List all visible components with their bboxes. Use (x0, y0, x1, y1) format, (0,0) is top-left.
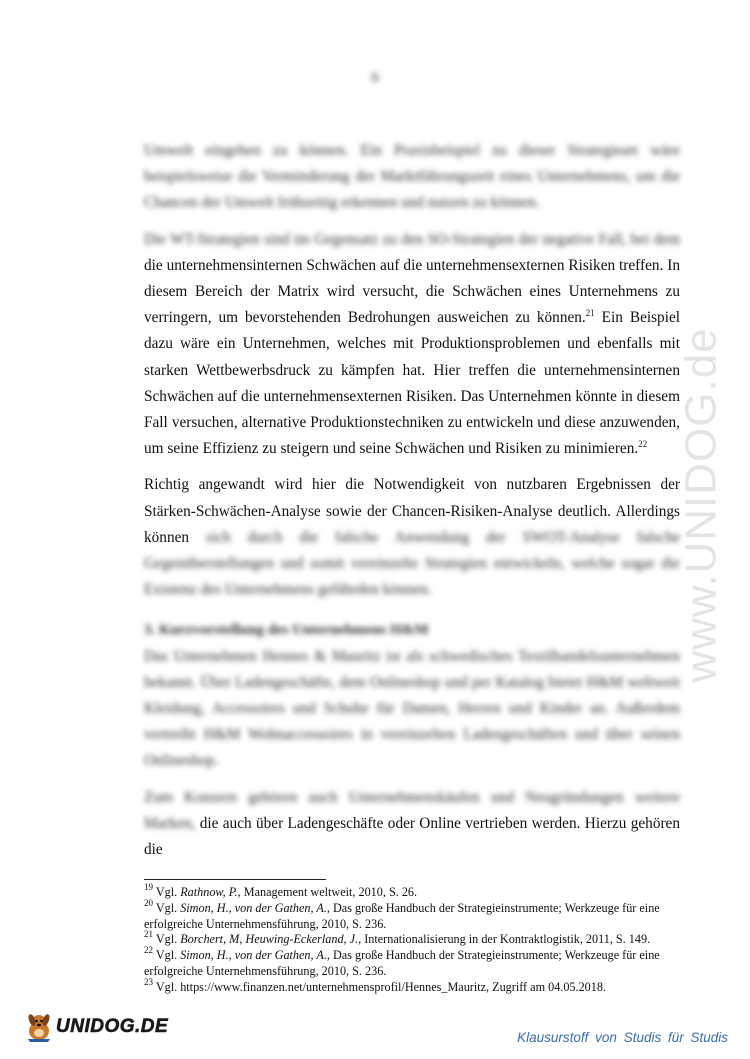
footnote-text: , Management weltweit, 2010, S. 26. (237, 885, 418, 899)
paragraph-brands (144, 785, 680, 864)
footnote-number: 19 (144, 882, 153, 892)
footnote-number: 21 (144, 929, 153, 940)
blurred-text: Zum Konzern gehören auch Unternehmenskäufen und Neugründungen weitere Marken, (144, 788, 680, 832)
footnotes (144, 882, 684, 996)
footnote-text: Vgl. https://www.finanzen.net/unternehmensprofil/Hennes_Mauritz, Zugriff am 04.05.2018. (155, 979, 606, 994)
blurred-text: sich durch die falsche Anwendung der SWOT-Analyse falsche Gegenüberstellungen und somit vereinzelte Strategien entwickeln, welche sogar die Existenz des Unternehmens gefährden können. (144, 528, 681, 599)
paragraph-company-intro (144, 644, 680, 775)
footnote-text: , Das große Handbuch der Strategieinstrumente; Werkzeuge für eine erfolgreiche Unternehmensführung, 2010, S. 236. (144, 948, 660, 978)
footnote (144, 929, 684, 948)
paragraph-text: Richtig angewandt wird hier die Notwendigkeit von nutzbaren Ergebnissen der Stärken-Schwächen-Analyse sowie der Chancen-Risiken-Analyse deutlich. Allerdings können (144, 476, 680, 546)
section-heading: 3. Kurzvorstellung des Unternehmens H&M (144, 622, 429, 639)
footnote-author: Simon, H., von der Gathen, A. (180, 948, 327, 963)
footnote-prefix: Vgl. (155, 932, 181, 947)
footnote-number: 22 (144, 945, 153, 956)
footnote-divider (144, 879, 326, 880)
unidog-logo (24, 1010, 168, 1044)
paragraph-wt-strategy (144, 227, 680, 463)
footnote-number: 20 (144, 897, 153, 908)
footnote-author: Simon, H., von der Gathen, A. (180, 900, 327, 915)
footnote-author: Borchert, M, Heuwing-Eckerland, J. (180, 932, 359, 947)
watermark-text: www.UNIDOG.de (677, 327, 727, 683)
paragraph-text: die auch über Ladengeschäfte oder Online vertrieben werden. Hierzu gehören die (144, 814, 680, 859)
paragraph-text: die unternehmensinternen Schwächen auf die unternehmensexternen Risiken treffen. In diesem Bereich der Matrix wird versucht, die Schwächen eines Unternehmens zu verringern, um bevorstehenden Bedrohungen ausweichen zu können. (144, 256, 680, 327)
page-number: 6 (371, 70, 379, 86)
footnote-ref: 22 (638, 439, 648, 450)
footnote (144, 897, 684, 933)
paragraph-text: Ein Beispiel dazu wäre ein Unternehmen, welches mit Produktionsproblemen und ebenfalls mit starken Wettbewerbsdruck zu kämpfen hat. Hier treffen die unternehmensinternen Schwächen auf die unternehmensexternen Risiken. Das Unternehmen könnte in diesem Fall versuchen, alternative Produktionstechniken zu entwickeln und diese anzuwenden, um seine Effizienz zu steigern und seine Schwächen und Risiken zu minimieren. (144, 309, 680, 458)
footnote-prefix: Vgl. (155, 885, 181, 899)
footnote-author: Rathnow, P. (180, 885, 238, 899)
footnote-text: , Internationalisierung in der Kontraktlogistik, 2011, S. 149. (358, 932, 651, 947)
tagline: Klausurstoff von Studis für Studis (517, 1030, 728, 1045)
footnote (144, 976, 684, 996)
footnote-prefix: Vgl. (155, 900, 181, 915)
watermark (672, 270, 732, 740)
footnote (144, 945, 684, 980)
logo-text: UNIDOG.DE (56, 1016, 169, 1037)
blurred-text: Umwelt eingehen zu können. Ein Praxisbeispiel zu dieser Strategieart wäre beispielsweise die Verminderung der Marktführungszeit eines Unternehmens, um die Chancen der Umwelt frühzeitig erkennen und nutzen zu können. (144, 142, 680, 212)
dog-icon (24, 1011, 54, 1043)
footnote-text: , Das große Handbuch der Strategieinstrumente; Werkzeuge für eine erfolgreiche Unternehmensführung, 2010, S. 236. (144, 900, 660, 931)
blurred-text: Die WT-Strategien sind im Gegensatz zu den SO-Strategien der negative Fall, bei dem (144, 230, 680, 248)
footnote-ref: 21 (585, 308, 595, 319)
footnote-number: 23 (144, 976, 153, 987)
blurred-text: Das Unternehmen Hennes & Mauritz ist als schwedisches Textilhandelsunternehmen bekannt. Über Ladengeschäfte, dem Onlineshop und per Katalog bietet H&M weltweit Kleidung, Accessoires und Schuhe für Damen, Herren und Kinder an. Außerdem vertreibt H&M Wohnaccessoires in vereinzelten Ladengeschäften und über seinen Onlineshop. (144, 647, 680, 770)
paragraph-swot-application (144, 472, 680, 603)
document-body (144, 138, 680, 873)
footnote-prefix: Vgl. (155, 948, 181, 963)
paragraph-so-strategy (144, 138, 680, 217)
footnote (144, 882, 684, 901)
